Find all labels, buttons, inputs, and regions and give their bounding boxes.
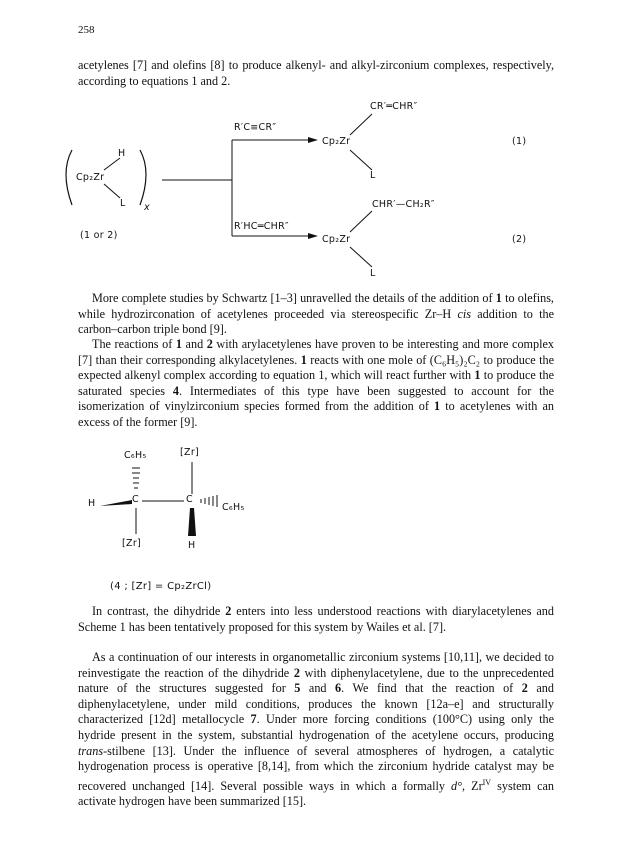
structure-4-h-bottom: H	[188, 540, 196, 551]
structure-4-c-right: C	[186, 494, 193, 505]
paragraph-3: The reactions of 1 and 2 with arylacetylenes have proven to be interesting and more complex [7] than their corresponding alkylacetylenes. 1 reacts with one mole of (C₆H₅)₂C₂ to produce the expected alkenyl complex according to equation 1, which will react further with 1 to produce the saturated species 4. Intermediates of this type have been suggested to account for the isomerization of vinylzirconium species formed from the addition of 1 to acetylenes with an excess of the former [9].	[78, 337, 554, 429]
structure-4-phenyl-right: C₆H₅	[222, 502, 245, 513]
paragraph-4: In contrast, the dihydride 2 enters into less understood reactions with diarylacetylenes and Scheme 1 has been tentatively proposed for this system by Wailes et al. [7].	[78, 604, 554, 634]
reactant-subscript-x: x	[144, 202, 150, 213]
structure-4-zr-bottom: [Zr]	[122, 538, 142, 549]
product-bottom-metal: Cp₂Zr	[322, 234, 351, 245]
reactant-h: H	[118, 148, 126, 159]
reactant-ligand: L	[120, 198, 126, 209]
paragraph-5: As a continuation of our interests in organometallic zirconium systems [10,11], we decided to reinvestigate the reaction of the dihydride 2 with diphenylacetylene, due to the unprecedented nature of the structures suggested for 5 and 6. We find that the reaction of 2 and diphenylacetylene, under mild conditions, produces the known [12a–e] and structurally characterized [12d] metallocycle 7. Under more forcing conditions (100°C) using only the hydride present in the system, substantial hydrogenation of the acetylene occurs, producing trans-stilbene [13]. Under the influence of several atmospheres of hydrogen, a catalytic hydrogenation process is operative [8,14], from which the zirconium hydride catalyst may be recovered unchanged [14]. Several possible ways in which a formally d°, $Zr^{IV}$ system can activate hydrogen have been summarized [15].	[78, 650, 554, 809]
structure-4-phenyl-top: C₆H₅	[124, 450, 147, 461]
product-top-group: CR′═CHR″	[370, 101, 418, 112]
reagent-alkyne: R′C≡CR″	[234, 122, 277, 133]
product-top-ligand: L	[370, 170, 376, 181]
equation-2-label: (2)	[512, 234, 527, 245]
paragraph-2: More complete studies by Schwartz [1–3] unravelled the details of the addition of 1 to olefins, while hydrozirconation of acetylenes proceeded via stereospecific Zr–H cis addition to the carbon–carbon triple bond [9].	[78, 291, 555, 337]
structure-4-zr-top: [Zr]	[180, 447, 200, 458]
equation-1-label: (1)	[512, 136, 527, 147]
reactant-caption: (1 or 2)	[80, 230, 118, 241]
product-top-metal: Cp₂Zr	[322, 136, 351, 147]
paragraph-1: acetylenes [7] and olefins [8] to produce alkenyl- and alkyl-zirconium complexes, respectively, according to equations 1 and 2.	[78, 58, 554, 88]
reactant-metal: Cp₂Zr	[76, 172, 105, 183]
structure-4-h-left: H	[88, 498, 96, 509]
structure-4-caption: (4 ; [Zr] = Cp₂ZrCl)	[110, 581, 212, 592]
product-bottom-group: CHR′—CH₂R″	[372, 199, 435, 210]
page-number: 258	[78, 24, 95, 36]
reagent-alkene: R′HC═CHR″	[234, 221, 289, 232]
structure-4-c-left: C	[132, 494, 139, 505]
product-bottom-ligand: L	[370, 268, 376, 279]
